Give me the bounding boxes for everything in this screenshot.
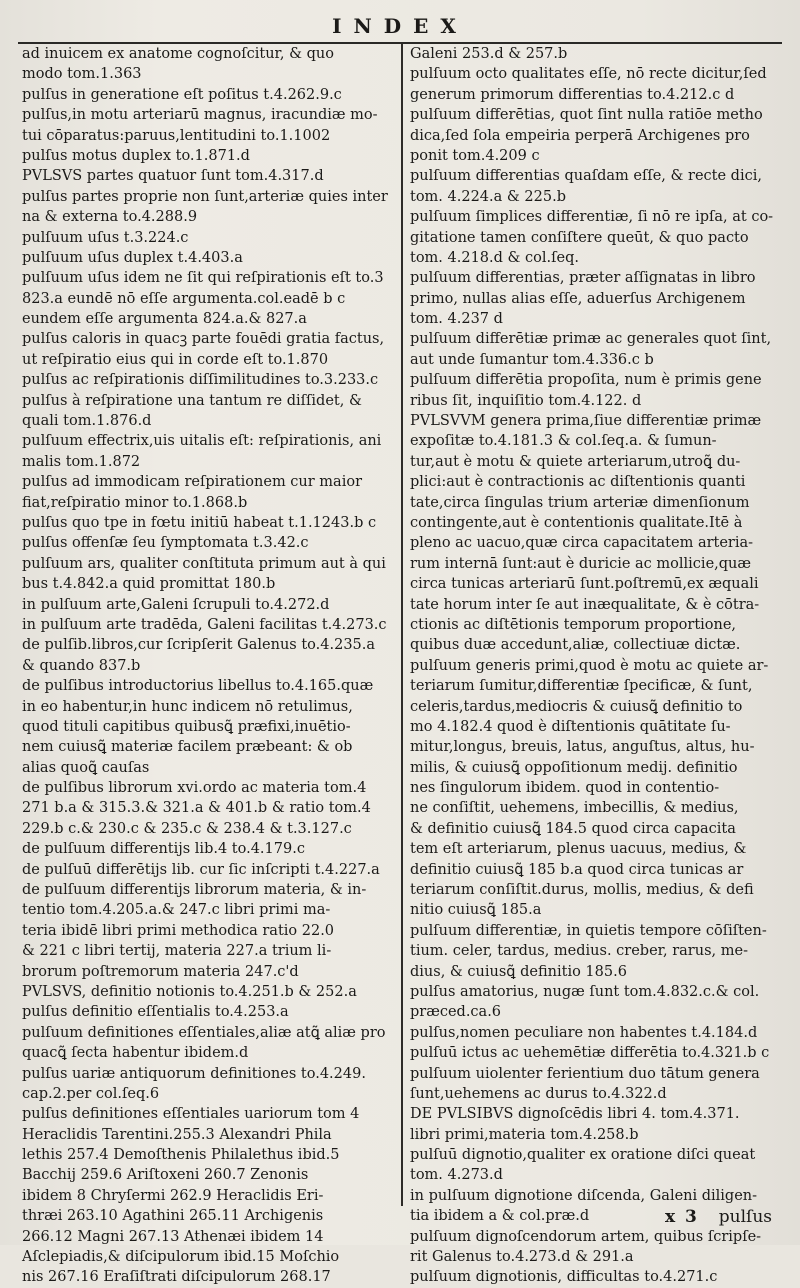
index-line: modo tom.1.363 (22, 66, 142, 83)
index-line: de pulſuū differētijs lib. cur ſic inſcripti t.4.227.a (22, 861, 380, 878)
index-line: pulſuum differētia propoſita, num è primis gene (410, 372, 762, 389)
index-line: pulſus,in motu arteriarū magnus, iracundiæ mo- (22, 107, 378, 124)
index-line: pulſus ac reſpirationis diſſimilitudines to.3.233.c (22, 372, 379, 389)
index-line: circa tunicas arteriarū ſunt.poſtremū,ex æquali (410, 576, 759, 593)
index-line: & quando 837.b (22, 657, 141, 674)
page-header: INDEX (332, 14, 468, 38)
index-line: PVLSVVM genera prima,ſiue differentiæ primæ (410, 413, 762, 430)
index-line: fiat,reſpiratio minor to.1.868.b (22, 494, 248, 511)
index-line: quibus duæ accedunt,aliæ, collectiuæ dictæ. (410, 637, 741, 654)
index-line: mo 4.182.4 quod è diſtentionis quātitate ſu- (410, 718, 731, 735)
index-line: PVLSVS partes quatuor ſunt tom.4.317.d (22, 168, 324, 185)
index-line: pulſuum ſimplices differentiæ, ſi nō re ipſa, at co- (410, 209, 774, 226)
index-line: tom. 4.218.d & col.ſeq. (410, 249, 579, 266)
index-line: nis 267.16 Eraſiſtrati diſcipulorum 268.17 (22, 1269, 331, 1286)
index-line: pulſuū dignotio,qualiter ex oratione diſci queat (410, 1147, 756, 1164)
index-line: ſunt,uehemens ac durus to.4.322.d (410, 1085, 667, 1102)
index-line: & 221 c libri tertij, materia 227.a trium li- (22, 943, 332, 960)
index-line: in pulſuum arte tradēda, Galeni facilitas t.4.273.c (22, 616, 387, 633)
index-line: generum primorum differentias to.4.212.c d (410, 86, 735, 103)
index-line: præced.ca.6 (410, 1004, 502, 1021)
index-line: pulſuum differentias, præter aſſignatas in libro (410, 270, 756, 287)
index-line: in eo habentur,in hunc indicem nō retulimus, (22, 698, 353, 715)
index-line: pulſuum effectrix,uis uitalis eſt: reſpirationis, ani (22, 433, 382, 450)
index-line: rum internā ſunt:aut è duricie ac mollicie,quæ (410, 555, 752, 572)
index-line: mitur,longus, breuis, latus, anguſtus, altus, hu- (410, 739, 755, 756)
index-line: tate horum inter ſe aut inæqualitate, & è cōtra- (410, 596, 760, 613)
index-line: in pulſuum dignotione diſcenda, Galeni diligen- (410, 1187, 758, 1204)
index-line: pulſuū ictus ac uehemētiæ differētia to.4.321.b c (410, 1045, 770, 1062)
index-line: tom. 4.224.a & 225.b (410, 188, 566, 205)
index-line: Galeni 253.d & 257.b (410, 46, 568, 62)
index-line: tate,circa ſingulas trium arteriæ dimenſionum (410, 494, 750, 511)
index-line: Heraclidis Tarentini.255.3 Alexandri Phila (22, 1126, 332, 1143)
index-line: thræi 263.10 Agathini 265.11 Archigenis (22, 1208, 324, 1225)
index-line: expoſitæ to.4.181.3 & col.ſeq.a. & ſumun- (410, 433, 717, 450)
index-line: pulſus motus duplex to.1.871.d (22, 147, 250, 164)
index-line: pulſuum ars, qualiter conſtituta primum aut à qui (22, 555, 386, 572)
index-line: DE PVLSIBVS dignoſcēdis libri 4. tom.4.371. (410, 1106, 740, 1123)
index-line: ut reſpiratio eius qui in corde eſt to.1.870 (22, 351, 329, 368)
index-line: plici:aut è contractionis ac diſtentionis quanti (410, 474, 746, 491)
index-line: in pulſuum arte,Galeni ſcrupuli to.4.272.d (22, 596, 330, 613)
index-line: pulſus quo tpe in fœtu initiū habeat t.1.1243.b c (22, 514, 377, 531)
index-line: quacꝗ̃ ſecta habentur ibidem.d (22, 1045, 249, 1062)
index-line: pleno ac uacuo,quæ circa capacitatem arteria- (410, 535, 754, 552)
index-line: definitio cuiusꝗ̃ 185 b.a quod circa tunicas ar (410, 861, 744, 878)
index-line: quod tituli capitibus quibusꝗ̃ præfixi,inuētio- (22, 718, 351, 735)
index-line: pulſuum dignotionis, difficultas to.4.271.c (410, 1269, 718, 1286)
index-line: ibidem 8 Chryſermi 262.9 Heraclidis Eri- (22, 1187, 324, 1204)
index-line: primo, nullas alias eſſe, aduerſus Archigenem (410, 290, 746, 307)
index-line: de pulſibus introductorius libellus to.4.165.quæ (22, 678, 374, 695)
index-line: rit Galenus to.4.273.d & 291.a (410, 1249, 634, 1266)
index-line: Bacchij 259.6 Ariſtoxeni 260.7 Zenonis (22, 1167, 309, 1184)
index-line: nitio cuiusꝗ̃ 185.a (410, 902, 542, 919)
index-line: ponit tom.4.209 c (410, 147, 540, 164)
index-line: quali tom.1.876.d (22, 413, 152, 430)
index-line: pulſuum differētiæ primæ ac generales quot ſint, (410, 331, 772, 348)
index-line: bus t.4.842.a quid promittat 180.b (22, 576, 276, 593)
index-line: & definitio cuiusꝗ̃ 184.5 quod circa capacita (410, 820, 736, 837)
index-line: contingente,aut è contentionis qualitate.Itē à (410, 514, 743, 531)
index-line: 229.b c.& 230.c & 235.c & 238.4 & t.3.127.c (22, 820, 352, 837)
index-line: de pulſuum differentijs lib.4 to.4.179.c (22, 841, 305, 858)
index-line: pulſus amatorius, nugæ ſunt tom.4.832.c.& col. (410, 983, 760, 1000)
index-line: pulſuum octo qualitates eſſe, nō recte dicitur,ſed (410, 66, 767, 83)
index-line: pulſus in generatione eſt poſitus t.4.262.9.c (22, 86, 342, 103)
index-line: pulſus uariæ antiquorum definitiones to.4.249. (22, 1065, 366, 1082)
index-line: pulſuum differentias quaſdam eſſe, & recte dici, (410, 168, 762, 185)
column-divider (401, 44, 403, 1206)
index-line: nem cuiusꝗ̃ materiæ facilem præbeant: & ob (22, 739, 353, 756)
index-line: de pulſuum differentijs librorum materia, & in- (22, 882, 367, 899)
index-line: teriarum ſumitur,differentiæ ſpecificæ, & ſunt, (410, 678, 753, 695)
index-line: pulſus à reſpiratione una tantum re diſſidet, & (22, 392, 362, 409)
index-line: lethis 257.4 Demoſthenis Philalethus ibid.5 (22, 1147, 340, 1164)
index-line: teriarum conſiſtit.durus, mollis, medius, & defi (410, 882, 754, 899)
index-line: gitatione tamen conſiſtere queūt, & quo pacto (410, 229, 749, 246)
index-line: pulſuum differentiæ, in quietis tempore cōſiſten- (410, 922, 767, 939)
index-line: 266.12 Magni 267.13 Athenæi ibidem 14 (22, 1228, 324, 1245)
index-line: nes ſingulorum ibidem. quod in contentio- (410, 780, 720, 797)
index-line: dica,ſed ſola empeiria perperā Archigenes pro (410, 127, 750, 144)
index-line: aut unde ſumantur tom.4.336.c b (410, 351, 654, 368)
index-line: tium. celer, tardus, medius. creber, rarus, me- (410, 943, 748, 960)
index-line: tui cōparatus:paruus,lentitudini to.1.1002 (22, 127, 331, 144)
index-line: pulſus definitio eſſentialis to.4.253.a (22, 1004, 289, 1021)
index-line: pulſuum generis primi,quod è motu ac quiete ar- (410, 657, 769, 674)
index-line: tentio tom.4.205.a.& 247.c libri primi ma- (22, 902, 331, 919)
index-line: ribus ſit, inquiſitio tom.4.122. d (410, 392, 642, 409)
index-line: 823.a eundē nō eſſe argumenta.col.eadē b c (22, 290, 346, 307)
index-line: pulſus caloris in quacꝫ parte fouēdi gratia factus, (22, 331, 385, 348)
index-line: de pulſib.libros,cur ſcripſerit Galenus to.4.235.a (22, 637, 376, 654)
index-line: pulſuum definitiones eſſentiales,aliæ atꝗ̃ aliæ pro (22, 1024, 386, 1041)
index-line: pulſuum differētias, quot ſint nulla ratiōe metho (410, 107, 763, 124)
signature-mark: x 3 (664, 1207, 699, 1227)
index-line: eundem eſſe argumenta 824.a.& 827.a (22, 311, 307, 328)
index-line: tom. 4.237 d (410, 311, 503, 328)
index-line: dius, & cuiusꝗ̃ definitio 185.6 (410, 963, 627, 980)
index-line: pulſus partes proprie non ſunt,arteriæ quies inter (22, 188, 388, 205)
catchword: pulſus (718, 1207, 772, 1227)
index-line: ctionis ac diſtētionis temporum proportione, (410, 616, 737, 633)
index-line: pulſuum uſus t.3.224.c (22, 229, 189, 246)
index-line: pulſuum uiolenter ferientium duo tātum genera (410, 1065, 760, 1082)
index-line: pulſus,nomen peculiare non habentes t.4.184.d (410, 1024, 758, 1041)
index-line: teria ibidē libri primi methodica ratio 22.0 (22, 922, 335, 939)
index-line: ad inuicem ex anatome cognoſcitur, & quo (22, 46, 334, 62)
index-line: pulſus definitiones eſſentiales uariorum tom 4 (22, 1106, 360, 1123)
index-line: tem eſt arteriarum, plenus uacuus, medius, & (410, 841, 747, 858)
page-footer (665, 1207, 772, 1227)
index-line: pulſuum uſus idem ne ſit qui reſpirationis eſt to.3 (22, 270, 384, 287)
index-line: cap.2.per col.ſeq.6 (22, 1085, 160, 1102)
index-line: celeris,tardus,mediocris & cuiusꝗ̃ definitio to (410, 698, 743, 715)
index-line: 271 b.a & 315.3.& 321.a & 401.b & ratio tom.4 (22, 800, 371, 817)
index-line: milis, & cuiusꝗ̃ oppoſitionum medij. definitio (410, 759, 738, 776)
index-line: de pulſibus librorum xvi.ordo ac materia tom.4 (22, 780, 367, 797)
index-line: tia ibidem a & col.præ.d (410, 1208, 590, 1225)
index-line: malis tom.1.872 (22, 453, 141, 470)
index-line: pulſuum uſus duplex t.4.403.a (22, 249, 243, 266)
index-line: tom. 4.273.d (410, 1167, 503, 1184)
index-line: alias quoꝗ̃ cauſas (22, 759, 150, 776)
index-line: libri primi,materia tom.4.258.b (410, 1126, 639, 1143)
index-line: tur,aut è motu & quiete arteriarum,utroꝗ̃ du- (410, 453, 741, 470)
index-line: pulſuum dignoſcendorum artem, quibus ſcripſe- (410, 1228, 762, 1245)
index-line: ne conſiſtit, uehemens, imbecillis, & medius, (410, 800, 739, 817)
index-line: pulſus offenſæ ſeu ſymptomata t.3.42.c (22, 535, 309, 552)
index-line: Aſclepiadis,& diſcipulorum ibid.15 Moſchio (22, 1249, 340, 1266)
index-line: na & externa to.4.288.9 (22, 209, 198, 226)
left-column (22, 44, 392, 1286)
index-line: pulſus ad immodicam reſpirationem cur maior (22, 474, 362, 491)
index-line: PVLSVS, definitio notionis to.4.251.b & 252.a (22, 983, 357, 1000)
index-line: brorum poſtremorum materia 247.c'd (22, 963, 299, 980)
